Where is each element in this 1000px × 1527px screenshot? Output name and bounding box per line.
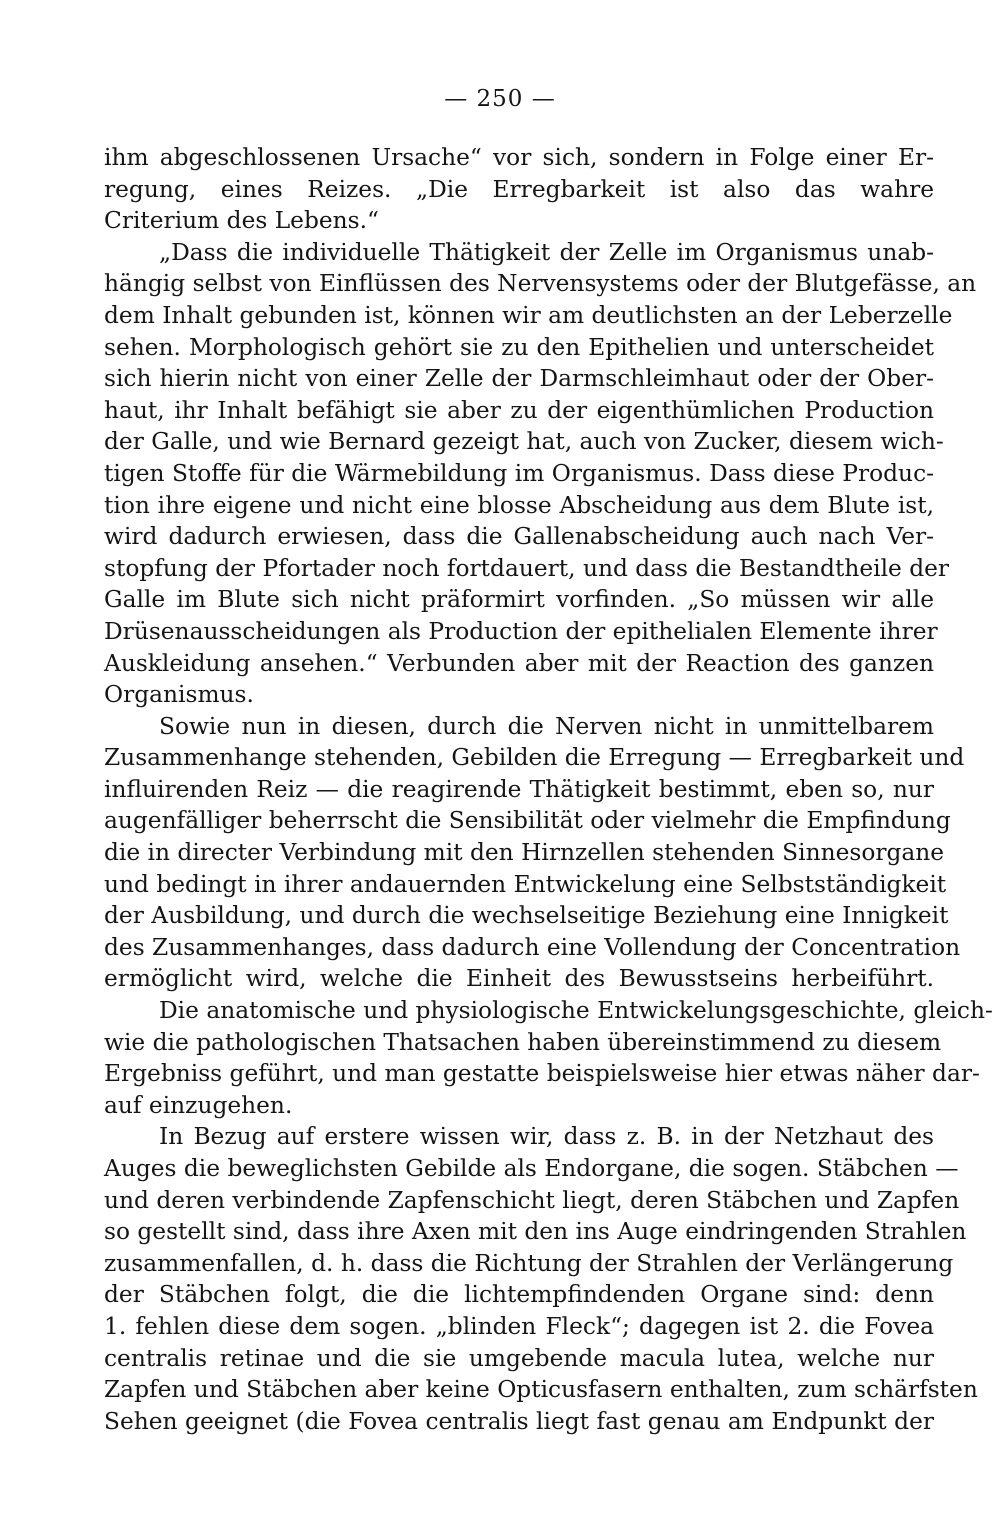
text-line: influirenden Reiz — die reagirende Thätigkeit bestimmt, eben so, nur — [104, 775, 934, 803]
text-line: Sehen geeignet (die Fovea centralis liegt fast genau am Endpunkt der — [104, 1407, 934, 1435]
page-number: — 250 — — [444, 86, 556, 112]
text-line: Zapfen und Stäbchen aber keine Opticusfasern enthalten, zum schärfsten — [104, 1376, 978, 1404]
text-line: regung, eines Reizes. „Die Erregbarkeit ist also das wahre — [104, 175, 934, 203]
text-line: Zusammenhange stehenden, Gebilden die Erregung — Erregbarkeit und — [104, 744, 965, 772]
text-line: ermöglicht wird, welche die Einheit des Bewusstseins herbeiführt. — [104, 965, 934, 993]
text-line: zusammenfallen, d. h. dass die Richtung der Strahlen der Verlängerung — [104, 1249, 954, 1277]
text-line: Sowie nun in diesen, durch die Nerven nicht in unmittelbarem — [159, 712, 934, 740]
text-line: und bedingt in ihrer andauernden Entwickelung eine Selbstständigkeit — [104, 870, 947, 898]
text-line: Organismus. — [104, 681, 254, 709]
text-line: centralis retinae und die sie umgebende macula lutea, welche nur — [104, 1344, 934, 1372]
text-line: Auskleidung ansehen.“ Verbunden aber mit der Reaction des ganzen — [104, 649, 934, 677]
body-text — [104, 142, 993, 1437]
text-line: sehen. Morphologisch gehört sie zu den Epithelien und unterscheidet — [104, 333, 934, 361]
text-line: Die anatomische und physiologische Entwickelungsgeschichte, gleich- — [159, 997, 993, 1025]
text-line: wird dadurch erwiesen, dass die Gallenabscheidung auch nach Ver- — [104, 523, 934, 551]
text-line: sich hierin nicht von einer Zelle der Darmschleimhaut oder der Ober- — [104, 365, 934, 393]
text-line: der Galle, und wie Bernard gezeigt hat, auch von Zucker, diesem wich- — [104, 428, 944, 456]
text-line: Ergebniss geführt, und man gestatte beispielsweise hier etwas näher dar- — [104, 1060, 980, 1088]
text-line: In Bezug auf erstere wissen wir, dass z. B. in der Netzhaut des — [159, 1123, 934, 1151]
text-line: dem Inhalt gebunden ist, können wir am deutlichsten an der Leberzelle — [104, 301, 953, 329]
text-line: Criterium des Lebens.“ — [104, 207, 379, 235]
text-line: der Ausbildung, und durch die wechselseitige Beziehung eine Innigkeit — [104, 902, 949, 930]
text-line: des Zusammenhanges, dass dadurch eine Vollendung der Concentration — [104, 933, 961, 961]
text-line: wie die pathologischen Thatsachen haben übereinstimmend zu diesem — [104, 1028, 942, 1056]
text-line: hängig selbst von Einflüssen des Nervensystems oder der Blutgefässe, an — [104, 270, 977, 298]
text-line: so gestellt sind, dass ihre Axen mit den ins Auge eindringenden Strahlen — [104, 1218, 967, 1246]
text-line: augenfälliger beherrscht die Sensibilität oder vielmehr die Empfindung — [104, 807, 951, 835]
text-line: die in directer Verbindung mit den Hirnzellen stehenden Sinnesorgane — [104, 839, 945, 867]
text-line: Galle im Blute sich nicht präformirt vorfinden. „So müssen wir alle — [104, 586, 934, 614]
text-line: und deren verbindende Zapfenschicht liegt, deren Stäbchen und Zapfen — [104, 1186, 960, 1214]
text-line: haut, ihr Inhalt befähigt sie aber zu der eigenthümlichen Production — [104, 396, 934, 424]
text-line: Drüsenausscheidungen als Production der epithelialen Elemente ihrer — [104, 617, 938, 645]
text-line: Auges die beweglichsten Gebilde als Endorgane, die sogen. Stäbchen — — [104, 1155, 959, 1182]
text-line: tigen Stoffe für die Wärmebildung im Organismus. Dass diese Produc- — [104, 459, 934, 487]
text-line: der Stäbchen folgt, die die lichtempfindenden Organe sind: denn — [104, 1281, 934, 1309]
text-line: ihm abgeschlossenen Ursache“ vor sich, sondern in Folge einer Er- — [104, 144, 934, 171]
text-line: stopfung der Pfortader noch fortdauert, und dass die Bestandtheile der — [104, 554, 950, 582]
text-line: 1. fehlen diese dem sogen. „blinden Fleck“; dagegen ist 2. die Fovea — [104, 1312, 934, 1340]
text-line: „Dass die individuelle Thätigkeit der Zelle im Organismus unab- — [159, 238, 934, 266]
text-line: tion ihre eigene und nicht eine blosse Abscheidung aus dem Blute ist, — [104, 491, 934, 519]
text-line: auf einzugehen. — [104, 1091, 293, 1119]
